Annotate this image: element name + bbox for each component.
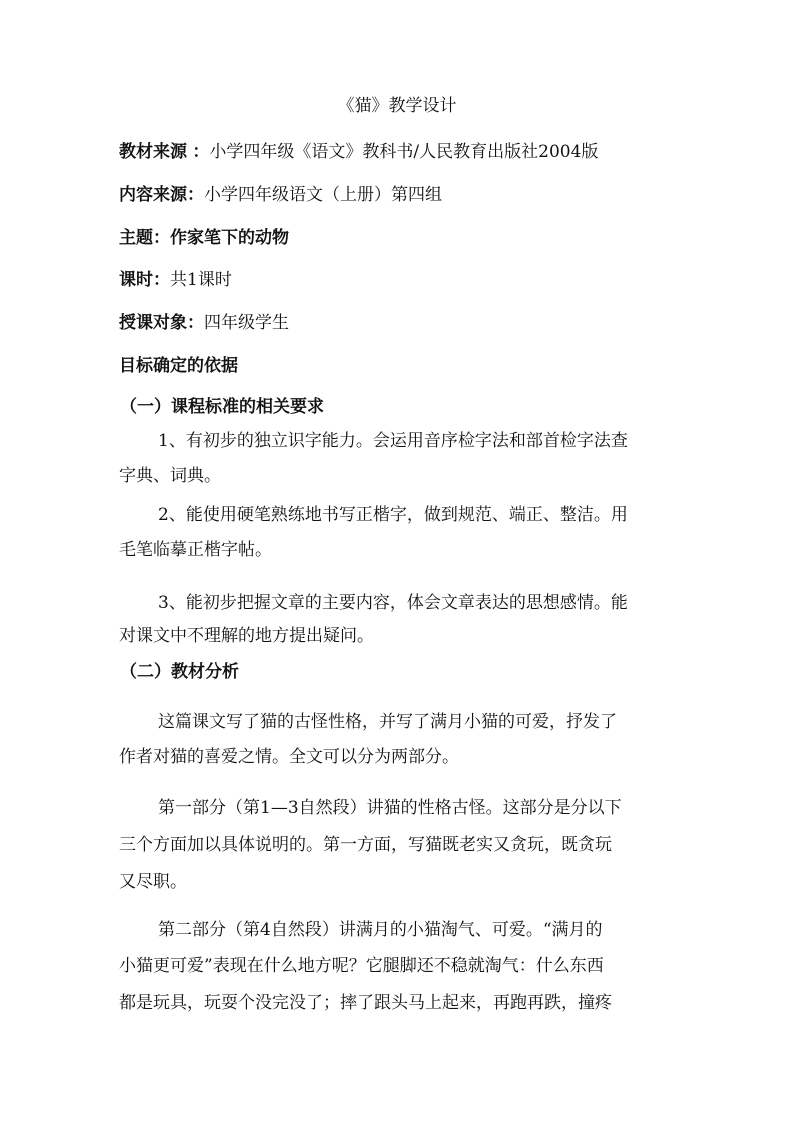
material-source-separator: ： bbox=[192, 142, 210, 162]
class-hours-value: 共1课时 bbox=[170, 270, 232, 290]
content-source-line bbox=[119, 182, 442, 208]
requirement-3-line-1: 3、能初步把握文章的主要内容，体会文章表达的思想感情。能 bbox=[158, 593, 628, 613]
subsection-heading-analysis: （二）教材分析 bbox=[120, 662, 239, 682]
theme-line: 主题：作家笔下的动物 bbox=[119, 228, 289, 248]
content-source-label: 内容来源： bbox=[119, 185, 204, 205]
audience-line bbox=[119, 310, 289, 336]
analysis-2-line-3: 又尽职。 bbox=[119, 872, 187, 892]
material-source-value: 小学四年级《语文》教科书/人民教育出版社2004版 bbox=[209, 142, 599, 162]
analysis-1-line-1: 这篇课文写了猫的古怪性格，并写了满月小猫的可爱，抒发了 bbox=[158, 712, 617, 732]
audience-label: 授课对象： bbox=[119, 313, 204, 333]
class-hours-line bbox=[119, 267, 232, 293]
requirement-1-line-2: 字典、词典。 bbox=[119, 466, 221, 486]
document-title: 《猫》教学设计 bbox=[337, 96, 457, 116]
analysis-3-line-2: 小猫更可爱”表现在什么地方呢？它腿脚还不稳就淘气：什么东西 bbox=[119, 956, 604, 976]
requirement-2-line-2: 毛笔临摹正楷字帖。 bbox=[119, 540, 272, 560]
requirement-1-line-1: 1、有初步的独立识字能力。会运用音序检字法和部首检字法查 bbox=[158, 431, 628, 451]
analysis-1-line-2: 作者对猫的喜爱之情。全文可以分为两部分。 bbox=[119, 747, 459, 767]
analysis-2-line-1: 第一部分（第1—3自然段）讲猫的性格古怪。这部分是分以下 bbox=[158, 798, 622, 818]
subsection-heading-standards: （一）课程标准的相关要求 bbox=[120, 397, 324, 417]
analysis-3-line-1: 第二部分（第4自然段）讲满月的小猫淘气、可爱。“满月的 bbox=[158, 920, 603, 940]
requirement-2-line-1: 2、能使用硬笔熟练地书写正楷字，做到规范、端正、整洁。用 bbox=[158, 505, 628, 525]
requirement-3-line-2: 对课文中不理解的地方提出疑问。 bbox=[119, 626, 374, 646]
class-hours-label: 课时： bbox=[119, 270, 170, 290]
audience-value: 四年级学生 bbox=[204, 313, 289, 333]
analysis-3-line-3: 都是玩具，玩耍个没完没了；摔了跟头马上起来，再跑再跌，撞疼 bbox=[119, 993, 612, 1013]
material-source-label: 教材来源 bbox=[119, 142, 187, 162]
content-source-value: 小学四年级语文（上册）第四组 bbox=[204, 185, 442, 205]
analysis-2-line-2: 三个方面加以具体说明的。第一方面，写猫既老实又贪玩，既贪玩 bbox=[119, 835, 612, 855]
material-source-line bbox=[119, 139, 598, 165]
section-heading-goal: 目标确定的依据 bbox=[119, 356, 238, 376]
